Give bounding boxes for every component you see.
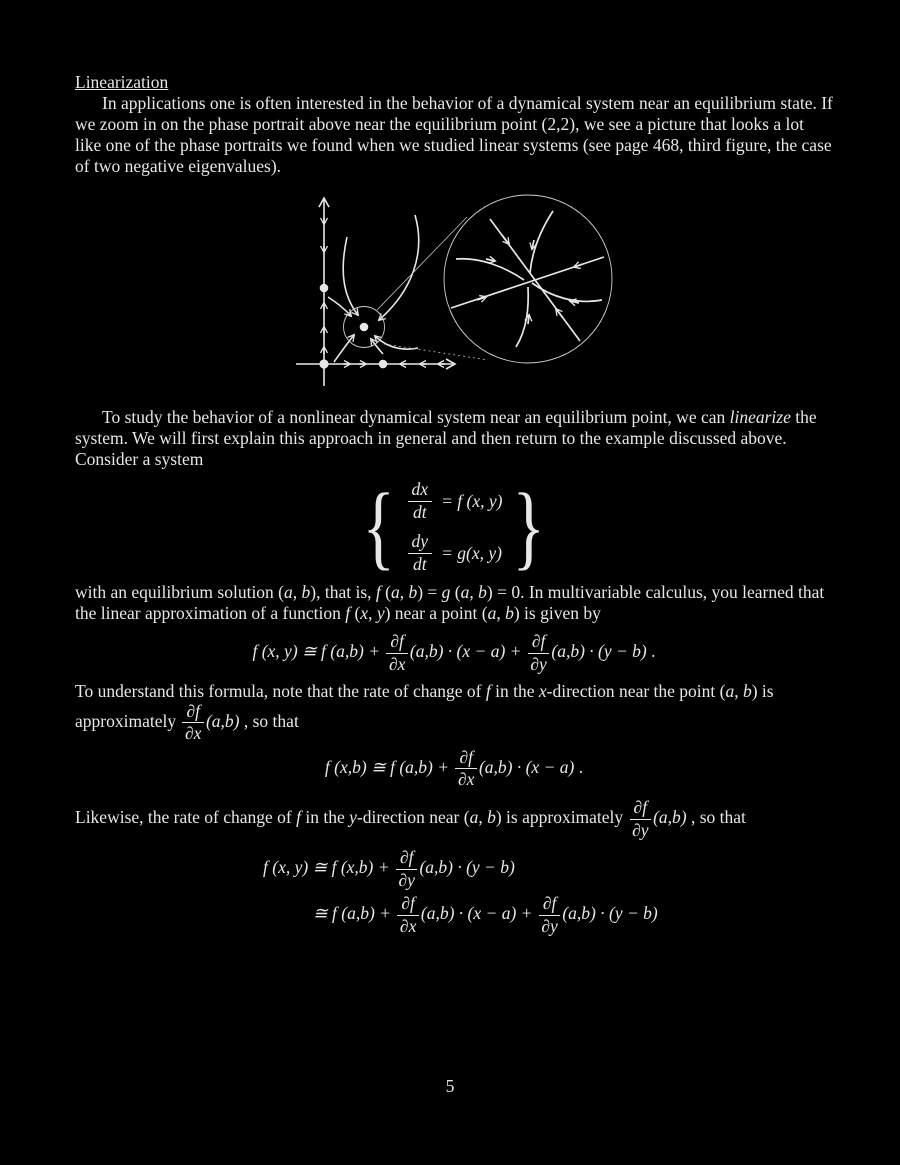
trajectory bbox=[334, 335, 354, 362]
equation-dxdt: $\frac{dx}{dt}$ = f (x, y) bbox=[406, 480, 503, 522]
magnifier-circle bbox=[444, 195, 612, 363]
right-brace: } bbox=[512, 475, 546, 580]
trajectory bbox=[343, 237, 358, 315]
paragraph-consider: Consider a system bbox=[75, 449, 204, 469]
phase-portrait-svg bbox=[290, 193, 622, 389]
paragraph-approximately-x: approximately $\frac{\partial f}{\partial x}$ (a,b) , so that bbox=[75, 700, 299, 744]
paragraph-likewise-y: Likewise, the rate of change of f in the y-direction near (a, b) is approximately $\frac{\partial f}{\partial y}$ (a,b) , so that bbox=[75, 796, 746, 840]
paragraph-equilibrium-solution: with an equilibrium solution (a, b), that is, f (a, b) = g (a, b) = 0. In multivariable calculus, you learned that the linear approximation of a function f (x, y) near a point (a, b) is given by bbox=[75, 582, 825, 624]
node-trajectory bbox=[456, 259, 524, 280]
paragraph-intro: In applications one is often interested in the behavior of a dynamical system near an equilibrium state. If we zoom in on the phase portrait above near the equilibrium point (2,2), we see a picture that looks a lot like one of the phase portraits we found when we studied linear systems (see page 468, third figure, the case of two negative eigenvalues). bbox=[75, 93, 833, 176]
zoom-connector-bottom bbox=[384, 344, 488, 360]
phase-portrait-figure bbox=[290, 193, 622, 389]
paragraph-understand-formula: To understand this formula, note that the rate of change of f in the x-direction near the point (a, b) is bbox=[75, 680, 774, 701]
equation-system bbox=[75, 475, 833, 580]
trajectory bbox=[379, 215, 419, 320]
equation-y-direction: f (x, y) ≅ f (x,b) + $\frac{\partial f}{\partial y}$ (a,b) · (y − b) bbox=[263, 847, 515, 890]
equation-x-direction: f (x,b) ≅ f (a,b) + $\frac{\partial f}{\partial x}$ (a,b) · (x − a) . bbox=[324, 746, 584, 790]
equilibrium-dot-origin bbox=[319, 359, 328, 368]
equilibrium-dot-center bbox=[360, 323, 369, 332]
node-trajectory bbox=[516, 287, 528, 347]
zoom-connector-top bbox=[377, 217, 467, 310]
equation-combined: ≅ f (a,b) + $\frac{\partial f}{\partial x}$ (a,b) · (x − a) + $\frac{\partial f}{\partial y}$ (a,b) · (y − b) bbox=[313, 893, 658, 936]
page-number: 5 bbox=[445, 1076, 455, 1096]
equilibrium-dot-x-axis bbox=[379, 360, 388, 369]
paragraph-linearize: To study the behavior of a nonlinear dynamical system near an equilibrium point, we can linearize the system. We will first explain this approach in general and then return to the example discussed above. bbox=[75, 407, 817, 448]
equation-linear-approximation: f (x, y) ≅ f (a,b) + $\frac{\partial f}{\partial x}$ (a,b) · (x − a) + $\frac{\partial f}{\partial y}$ (a,b) · (y − b) . bbox=[252, 631, 656, 674]
section-heading: Linearization bbox=[75, 72, 169, 92]
left-brace: { bbox=[362, 475, 396, 580]
equilibrium-dot-y-axis bbox=[320, 284, 329, 293]
trajectory bbox=[328, 297, 351, 316]
node-trajectory bbox=[532, 283, 602, 301]
equation-dydt: $\frac{dy}{dt}$ = g(x, y) bbox=[406, 532, 503, 574]
